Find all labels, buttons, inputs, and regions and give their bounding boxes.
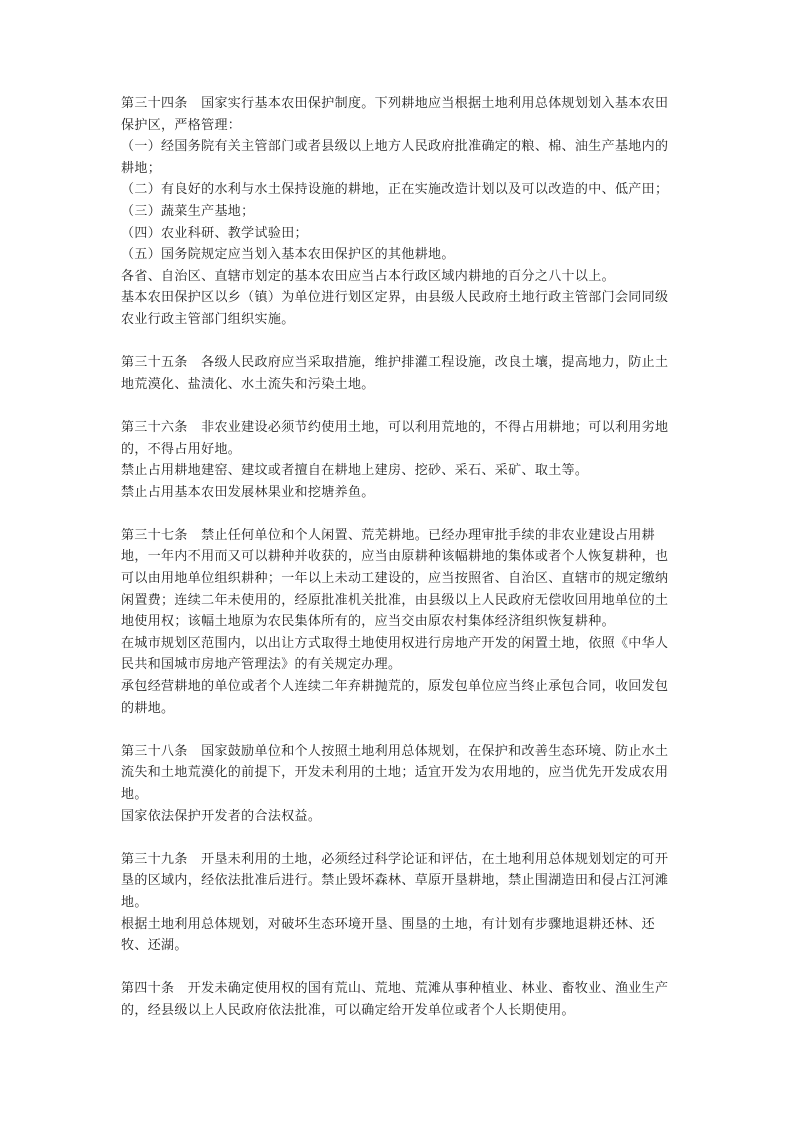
paragraph: 第三十四条 国家实行基本农田保护制度。下列耕地应当根据土地利用总体规划划入基本农田保护区，严格管理： [121, 96, 669, 133]
paragraph: 第三十七条 禁止任何单位和个人闲置、荒芜耕地。已经办理审批手续的非农业建设占用耕地，一年内不用而又可以耕种并收获的，应当由原耕种该幅耕地的集体或者个人恢复耕种，也可以由用地单位组织耕种；一年以上未动工建设的，应当按照省、自治区、直辖市的规定缴纳闲置费；连续二年未使用的，经原批准机关批准，由县级以上人民政府无偿收回用地单位的土地使用权；该幅土地原为农民集体所有的，应当交由原农村集体经济组织恢复耕种。 [121, 527, 669, 630]
paragraph: （一）经国务院有关主管部门或者县级以上地方人民政府批准确定的粮、棉、油生产基地内的耕地； [121, 139, 669, 176]
paragraph: 国家依法保护开发者的合法权益。 [121, 808, 322, 824]
paragraph: 第三十五条 各级人民政府应当采取措施，维护排灌工程设施，改良土壤，提高地力，防止土地荒漠化、盐渍化、水土流失和污染土地。 [121, 355, 669, 392]
article-37 [121, 525, 681, 719]
paragraph: （五）国务院规定应当划入基本农田保护区的其他耕地。 [121, 247, 455, 263]
article-39 [121, 849, 681, 957]
paragraph: （三）蔬菜生产基地； [121, 203, 255, 219]
paragraph: 根据土地利用总体规划，对破坏生态环境开垦、围垦的土地，有计划有步骤地退耕还林、还牧、还湖。 [121, 916, 656, 954]
paragraph: 第三十八条 国家鼓励单位和个人按照土地利用总体规划，在保护和改善生态环境、防止水土流失和土地荒漠化的前提下，开发未利用的土地；适宜开发为农用地的，应当优先开发成农用地。 [121, 743, 669, 802]
article-38 [121, 741, 681, 827]
paragraph: （二）有良好的水利与水土保持设施的耕地，正在实施改造计划以及可以改造的中、低产田； [121, 182, 669, 198]
paragraph: 基本农田保护区以乡（镇）为单位进行划区定界，由县级人民政府土地行政主管部门会同同级农业行政主管部门组织实施。 [121, 290, 669, 327]
paragraph: 在城市规划区范围内，以出让方式取得土地使用权进行房地产开发的闲置土地，依照《中华人民共和国城市房地产管理法》的有关规定办理。 [121, 635, 669, 673]
paragraph: 禁止占用基本农田发展林果业和挖塘养鱼。 [121, 484, 375, 500]
paragraph: 承包经营耕地的单位或者个人连续二年弃耕抛荒的，原发包单位应当终止承包合同，收回发包的耕地。 [121, 679, 669, 716]
paragraph: 第三十六条 非农业建设必须节约使用土地，可以利用荒地的，不得占用耕地；可以利用劣地的，不得占用好地。 [121, 419, 669, 457]
article-40 [121, 978, 681, 1021]
paragraph: 第四十条 开发未确定使用权的国有荒山、荒地、荒滩从事种植业、林业、畜牧业、渔业生产的，经县级以上人民政府依法批准，可以确定给开发单位或者个人长期使用。 [121, 981, 669, 1018]
paragraph: 各省、自治区、直辖市划定的基本农田应当占本行政区域内耕地的百分之八十以上。 [121, 268, 615, 284]
paragraph: 第三十九条 开垦未利用的土地，必须经过科学论证和评估，在土地利用总体规划划定的可开垦的区域内，经依法批准后进行。禁止毁坏森林、草原开垦耕地，禁止围湖造田和侵占江河滩地。 [121, 851, 669, 910]
article-34 [121, 93, 681, 331]
paragraph: （四）农业科研、教学试验田； [121, 225, 308, 241]
article-36 [121, 417, 681, 503]
paragraph: 禁止占用耕地建窑、建坟或者擅自在耕地上建房、挖砂、采石、采矿、取土等。 [121, 463, 589, 479]
document-body [121, 93, 681, 1043]
article-35 [121, 352, 681, 395]
